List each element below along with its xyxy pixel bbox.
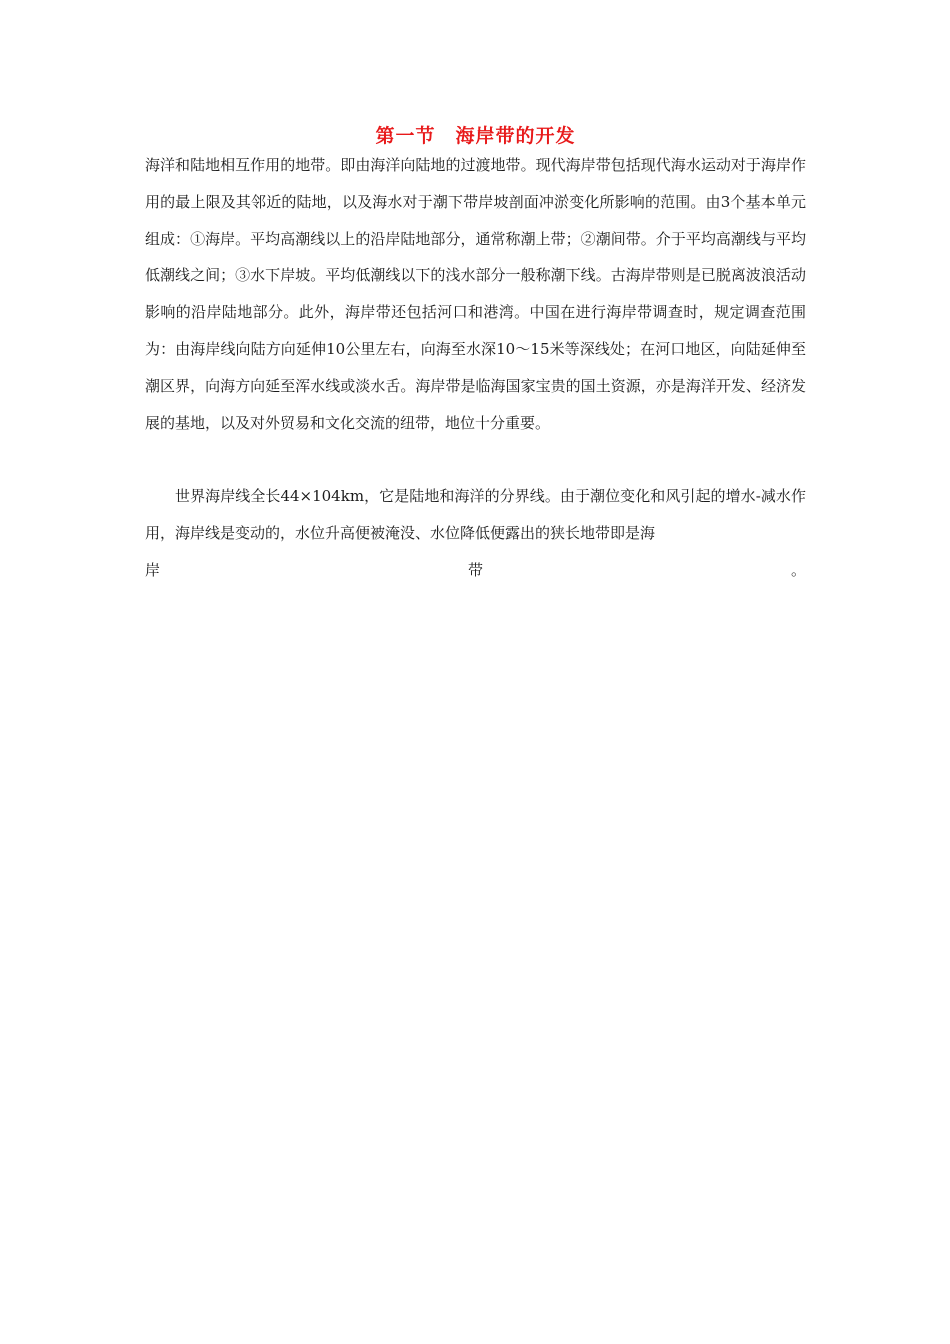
page-title: 第一节 海岸带的开发 — [375, 125, 576, 147]
paragraph-coastline: 世界海岸线全长44×104km，它是陆地和海洋的分界线。由于潮位变化和风引起的增水-减水作用，海岸线是变动的，水位升高便被淹没、水位降低便露出的狭长地带即是海 — [145, 487, 806, 543]
document-body — [145, 147, 806, 589]
final-period: 。 — [790, 560, 806, 579]
final-word-dai: 带 — [467, 560, 483, 579]
paragraph-final-line — [145, 552, 806, 589]
final-word-an: 岸 — [145, 560, 161, 579]
paragraph-coastal-zone-definition: 海洋和陆地相互作用的地带。即由海洋向陆地的过渡地带。现代海岸带包括现代海水运动对于海岸作用的最上限及其邻近的陆地，以及海水对于潮下带岸坡剖面冲淤变化所影响的范围。由3个基本单元组成：①海岸。平均高潮线以上的沿岸陆地部分，通常称潮上带；②潮间带。介于平均高潮线与平均低潮线之间；③水下岸坡。平均低潮线以下的浅水部分一般称潮下线。古海岸带则是已脱离波浪活动影响的沿岸陆地部分。此外，海岸带还包括河口和港湾。中国在进行海岸带调查时，规定调查范围为：由海岸线向陆方向延伸10公里左右，向海至水深10～15米等深线处；在河口地区，向陆延伸至潮区界，向海方向延至浑水线或淡水舌。海岸带是临海国家宝贵的国土资源，亦是海洋开发、经济发展的基地，以及对外贸易和文化交流的纽带，地位十分重要。 — [145, 156, 806, 432]
